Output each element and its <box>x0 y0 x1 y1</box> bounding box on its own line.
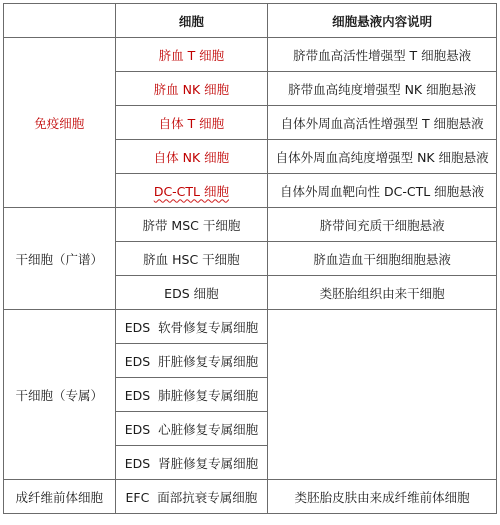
cell-description: 脐带血高纯度增强型 NK 细胞悬液 <box>268 72 497 106</box>
header-cell: 细胞 <box>115 4 268 38</box>
table-row <box>4 208 497 242</box>
cell-name: EDS 细胞 <box>115 276 268 310</box>
cell-name: 脐血 T 细胞 <box>115 38 268 72</box>
cell-name: EFC 面部抗衰专属细胞 <box>115 480 268 514</box>
group-stem-special: 干细胞（专属） <box>4 310 116 480</box>
cell-name <box>115 174 268 208</box>
cell-name: EDS 肺脏修复专属细胞 <box>115 378 268 412</box>
group-fibroblast-precursor: 成纤维前体细胞 <box>4 480 116 514</box>
cell-description: 自体外周血高活性增强型 T 细胞悬液 <box>268 106 497 140</box>
cell-name: 脐带 MSC 干细胞 <box>115 208 268 242</box>
cell-description: 自体外周血高纯度增强型 NK 细胞悬液 <box>268 140 497 174</box>
header-description: 细胞悬液内容说明 <box>268 4 497 38</box>
cell-description: 脐血造血干细胞细胞悬液 <box>268 242 497 276</box>
header-category <box>4 4 116 38</box>
cell-name-text: DC-CTL 细胞 <box>153 183 229 199</box>
table-row <box>4 480 497 514</box>
cell-description: 脐带间充质干细胞悬液 <box>268 208 497 242</box>
table-row <box>4 38 497 72</box>
cell-description: 脐带血高活性增强型 T 细胞悬液 <box>268 38 497 72</box>
group-stem-broad: 干细胞（广谱） <box>4 208 116 310</box>
cell-name: 脐血 NK 细胞 <box>115 72 268 106</box>
cell-product-table <box>3 3 497 514</box>
cell-description: 自体外周血靶向性 DC-CTL 细胞悬液 <box>268 174 497 208</box>
header-row <box>4 4 497 38</box>
cell-description-empty <box>268 310 497 480</box>
cell-name: EDS 心脏修复专属细胞 <box>115 412 268 446</box>
group-immune-cells: 免疫细胞 <box>4 38 116 208</box>
cell-name: 自体 NK 细胞 <box>115 140 268 174</box>
table-row <box>4 310 497 344</box>
cell-name: EDS 肾脏修复专属细胞 <box>115 446 268 480</box>
cell-description: 类胚胎组织由来干细胞 <box>268 276 497 310</box>
cell-name: 自体 T 细胞 <box>115 106 268 140</box>
cell-name: EDS 软骨修复专属细胞 <box>115 310 268 344</box>
cell-name: EDS 肝脏修复专属细胞 <box>115 344 268 378</box>
cell-name: 脐血 HSC 干细胞 <box>115 242 268 276</box>
cell-description: 类胚胎皮肤由来成纤维前体细胞 <box>268 480 497 514</box>
